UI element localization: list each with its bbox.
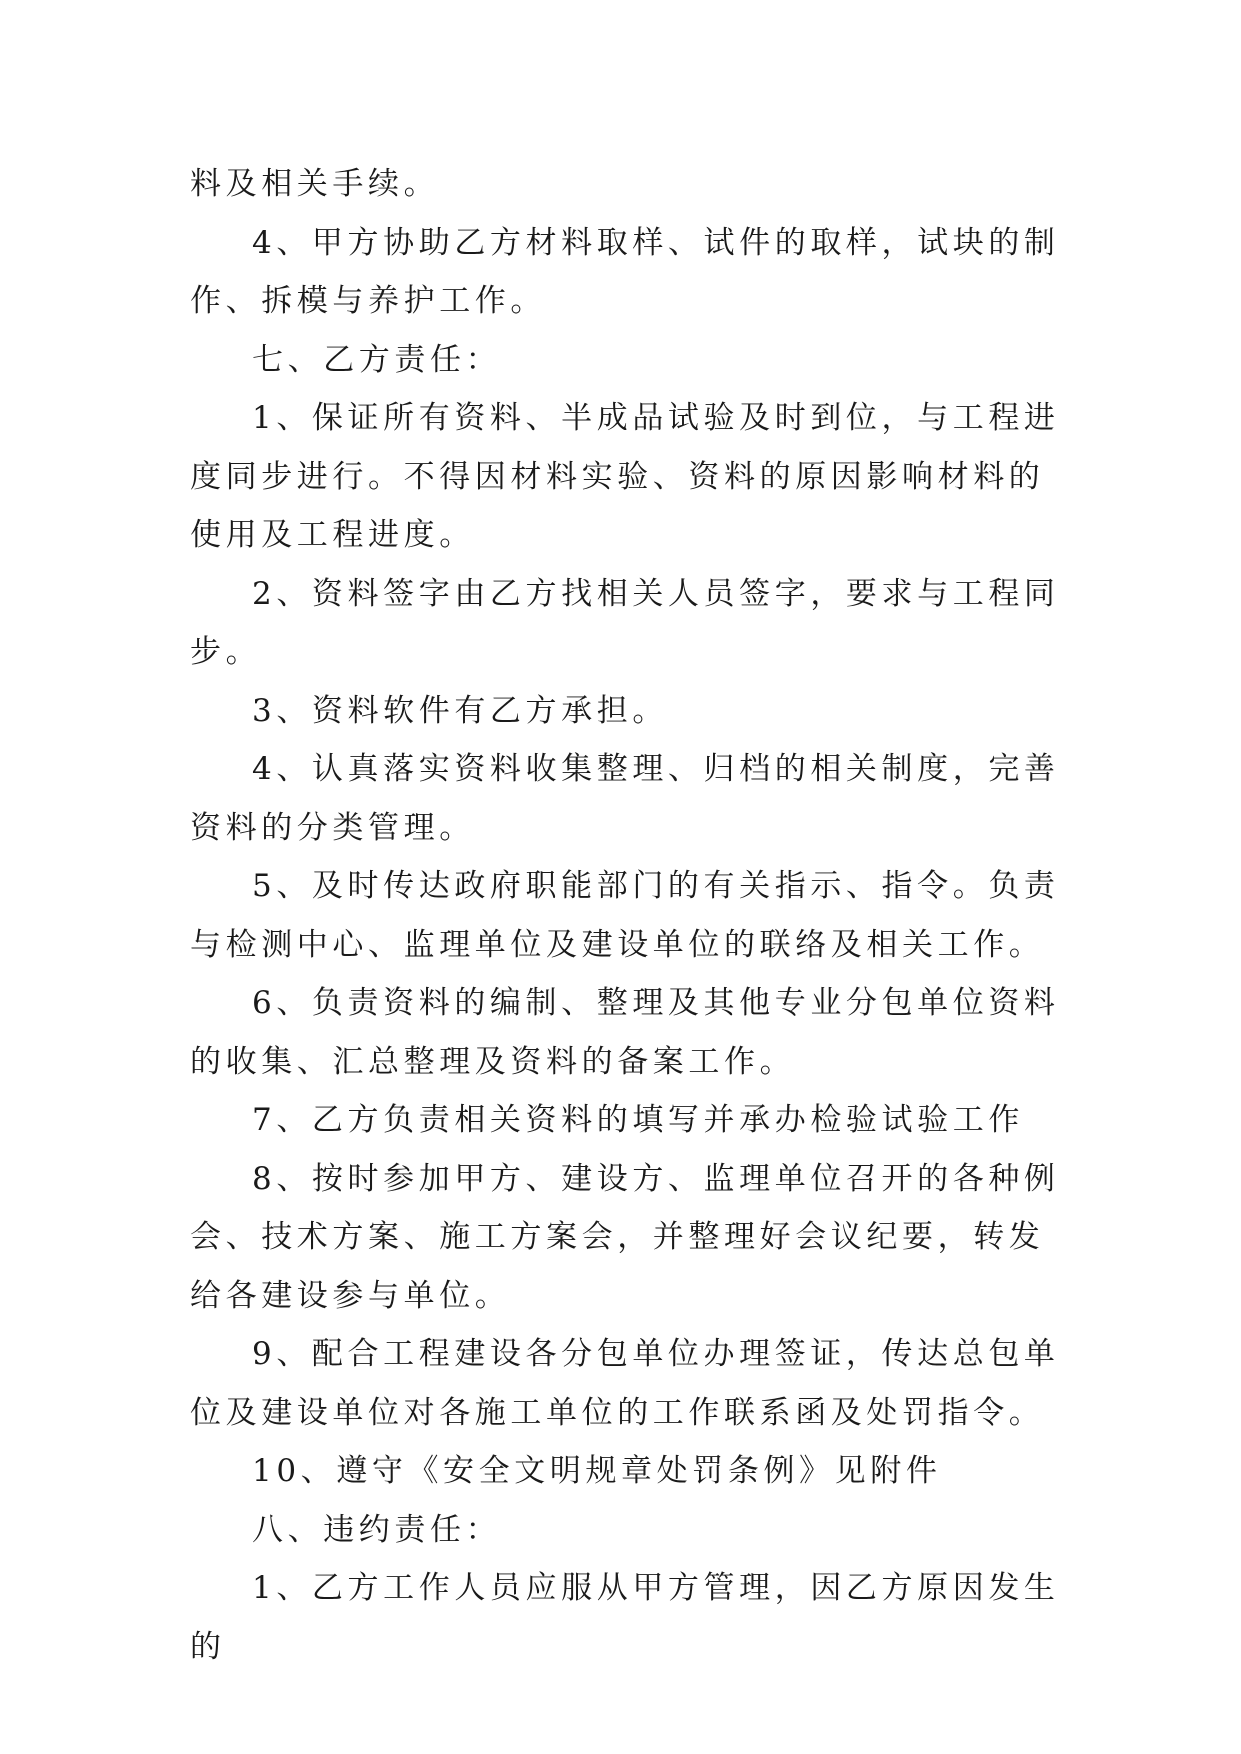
paragraph-item-3: 3、资料软件有乙方承担。 <box>252 692 668 729</box>
paragraph-item-8: 8、按时参加甲方、建设方、监理单位召开的各种例会、技术方案、施工方案会，并整理好会议纪要，转发给各建设参与单位。 <box>190 1160 1060 1314</box>
paragraph-breach-item-1: 1、乙方工作人员应服从甲方管理，因乙方原因发生的 <box>190 1570 1060 1665</box>
paragraph-continuation: 料及相关手续。 <box>190 166 440 202</box>
paragraph-item-5: 5、及时传达政府职能部门的有关指示、指令。负责与检测中心、监理单位及建设单位的联络及相关工作。 <box>190 868 1060 963</box>
paragraph-item-6: 6、负责资料的编制、整理及其他专业分包单位资料的收集、汇总整理及资料的备案工作。 <box>190 985 1060 1080</box>
document-body <box>190 155 1070 1676</box>
paragraph-item-4-party-a: 4、甲方协助乙方材料取样、试件的取样，试块的制作、拆模与养护工作。 <box>190 224 1060 319</box>
paragraph-item-9: 9、配合工程建设各分包单位办理签证，传达总包单位及建设单位对各施工单位的工作联系函及处罚指令。 <box>190 1336 1060 1431</box>
section-heading-7: 七、乙方责任： <box>252 341 502 378</box>
paragraph-item-10: 10、遵守《安全文明规章处罚条例》见附件 <box>252 1453 942 1489</box>
paragraph-item-1: 1、保证所有资料、半成品试验及时到位，与工程进度同步进行。不得因材料实验、资料的原因影响材料的使用及工程进度。 <box>190 400 1060 553</box>
paragraph-item-7: 7、乙方负责相关资料的填写并承办检验试验工作 <box>252 1102 1024 1138</box>
section-heading-8: 八、违约责任： <box>252 1511 502 1548</box>
paragraph-item-2: 2、资料签字由乙方找相关人员签字，要求与工程同步。 <box>190 575 1060 670</box>
paragraph-item-4: 4、认真落实资料收集整理、归档的相关制度，完善资料的分类管理。 <box>190 751 1060 846</box>
